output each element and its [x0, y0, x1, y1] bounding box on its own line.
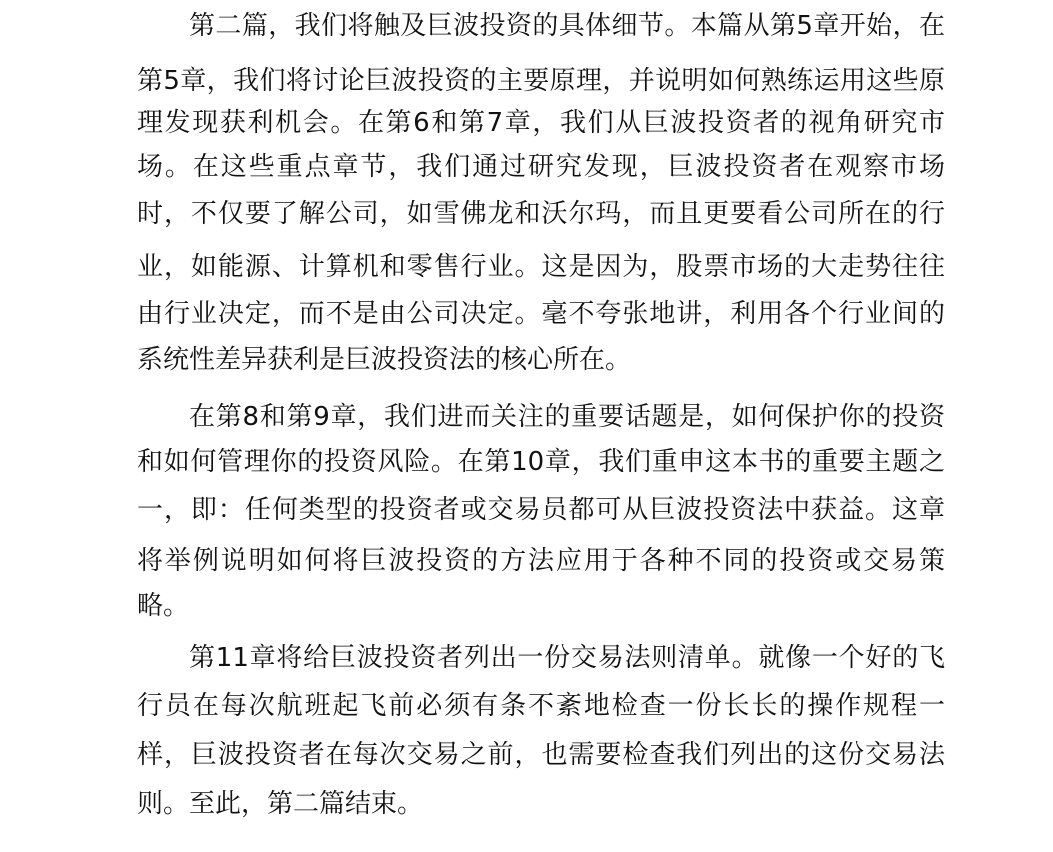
text-line: 略。 [137, 591, 190, 621]
text-line: 由行业决定，而不是由公司决定。毫不夸张地讲，利用各个行业间的 [137, 299, 945, 329]
text-line: 和如何管理你的投资风险。在第10章，我们重申这本书的重要主题之 [137, 447, 945, 477]
text-line: 一，即：任何类型的投资者或交易员都可从巨波投资法中获益。这章 [137, 495, 945, 525]
text-line: 在第8和第9章，我们进而关注的重要话题是，如何保护你的投资 [189, 402, 945, 432]
text-line: 业，如能源、计算机和零售行业。这是因为，股票市场的大走势往往 [137, 252, 945, 282]
text-line: 时，不仅要了解公司，如雪佛龙和沃尔玛，而且更要看公司所在的行 [137, 199, 945, 229]
text-line: 场。在这些重点章节，我们通过研究发现，巨波投资者在观察市场 [137, 152, 945, 182]
text-line: 将举例说明如何将巨波投资的方法应用于各种不同的投资或交易策 [137, 546, 945, 576]
text-line: 第5章，我们将讨论巨波投资的主要原理，并说明如何熟练运用这些原 [137, 66, 945, 96]
text-line: 理发现获利机会。在第6和第7章，我们从巨波投资者的视角研究市 [137, 108, 945, 138]
text-line: 则。至此，第二篇结束。 [137, 789, 424, 819]
text-line: 系统性差异获利是巨波投资法的核心所在。 [137, 345, 632, 375]
text-line: 第11章将给巨波投资者列出一份交易法则清单。就像一个好的飞 [189, 643, 945, 673]
text-line: 第二篇，我们将触及巨波投资的具体细节。本篇从第5章开始，在 [189, 11, 945, 41]
text-line: 样，巨波投资者在每次交易之前，也需要检查我们列出的这份交易法 [137, 740, 945, 770]
text-line: 行员在每次航班起飞前必须有条不紊地检查一份长长的操作规程一 [137, 691, 945, 721]
